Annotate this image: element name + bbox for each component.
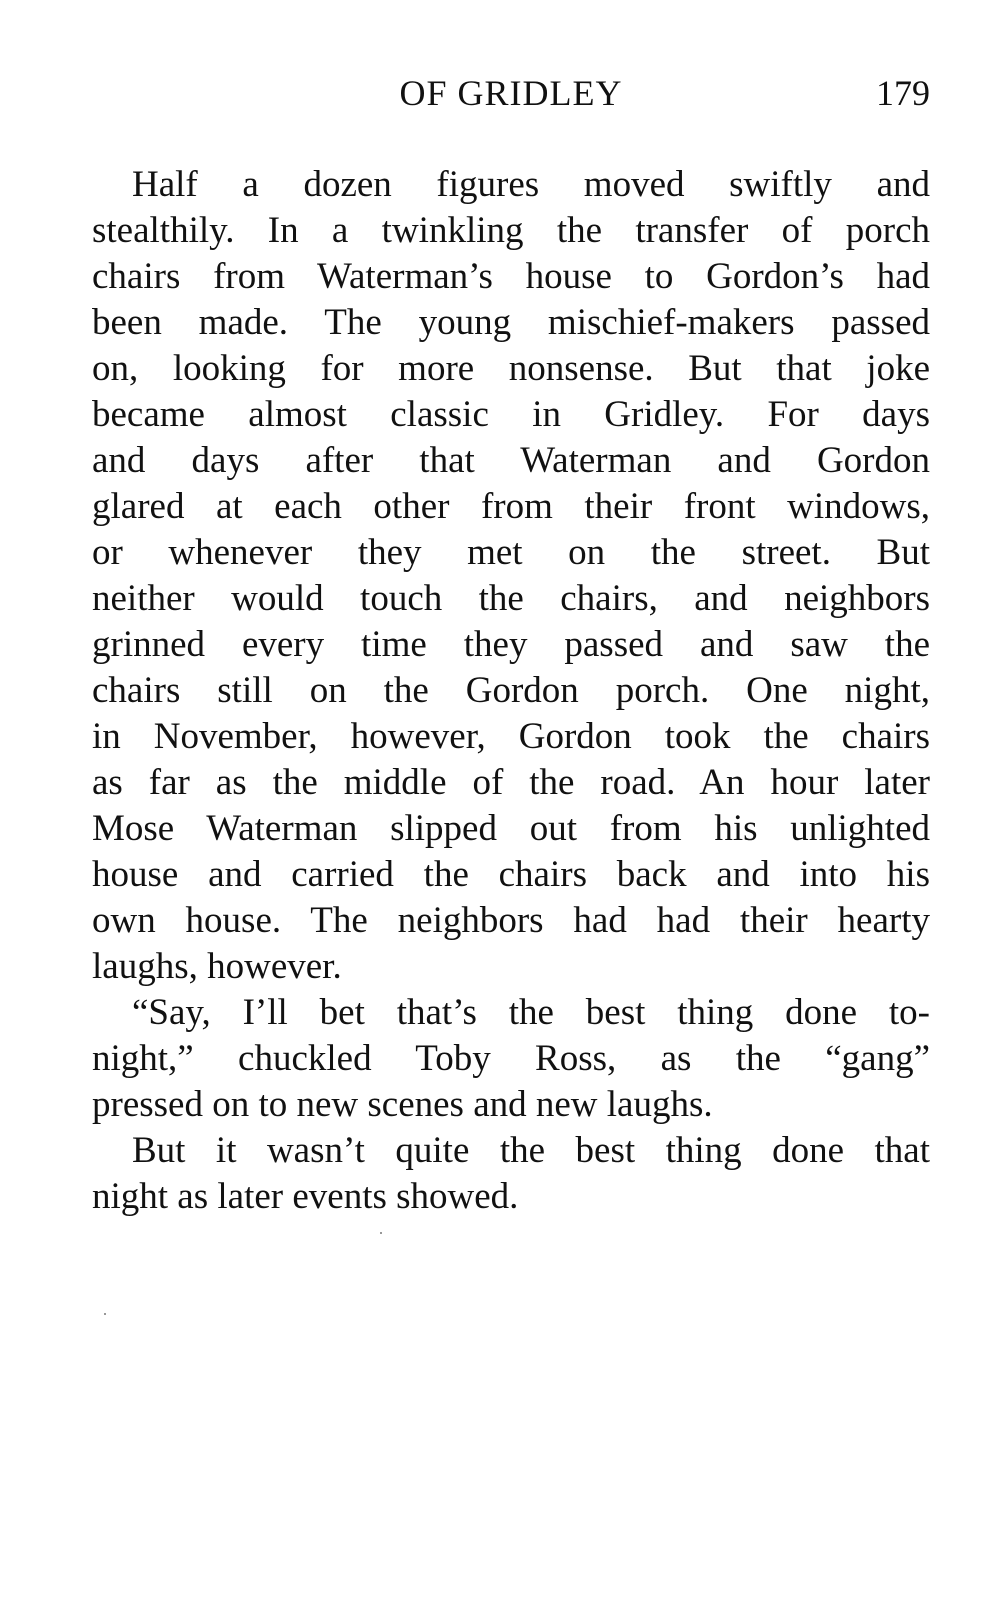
- text-line: been made. The young mischief-makers passed: [92, 302, 930, 343]
- text-line: glared at each other from their front windows,: [92, 486, 930, 527]
- text-line: as far as the middle of the road. An hour later: [92, 762, 930, 803]
- text-line: night,” chuckled Toby Ross, as the “gang”: [92, 1038, 930, 1079]
- paragraph-3: [92, 1128, 930, 1220]
- text-line: Mose Waterman slipped out from his unlighted: [92, 808, 930, 849]
- text-line: night as later events showed.: [92, 1176, 519, 1217]
- text-line: grinned every time they passed and saw the: [92, 624, 930, 665]
- text-line: laughs, however.: [92, 946, 342, 987]
- paragraph-2: [92, 990, 930, 1128]
- text-line: chairs from Waterman’s house to Gordon’s had: [92, 256, 930, 297]
- text-line: But it wasn’t quite the best thing done that: [132, 1130, 930, 1171]
- text-line: “Say, I’ll bet that’s the best thing done to-: [132, 992, 930, 1033]
- text-line: in November, however, Gordon took the chairs: [92, 716, 930, 757]
- text-line: and days after that Waterman and Gordon: [92, 440, 930, 481]
- text-line: on, looking for more nonsense. But that joke: [92, 348, 930, 389]
- page-number: 179: [876, 73, 930, 113]
- text-line: became almost classic in Gridley. For days: [92, 394, 930, 435]
- text-line: Half a dozen figures moved swiftly and: [132, 164, 930, 205]
- text-line: neither would touch the chairs, and neighbors: [92, 578, 930, 619]
- print-speck: [380, 1232, 382, 1234]
- text-line: house and carried the chairs back and into his: [92, 854, 930, 895]
- text-line: or whenever they met on the street. But: [92, 532, 930, 573]
- paragraph-1: [92, 162, 930, 990]
- text-line: stealthily. In a twinkling the transfer of porch: [92, 210, 930, 251]
- print-speck: [104, 1313, 106, 1315]
- running-title: OF GRIDLEY: [399, 73, 623, 113]
- text-line: own house. The neighbors had had their hearty: [92, 900, 930, 941]
- text-line: pressed on to new scenes and new laughs.: [92, 1084, 713, 1125]
- body-text: [92, 162, 930, 1220]
- text-line: chairs still on the Gordon porch. One night,: [92, 670, 930, 711]
- running-head: [92, 68, 930, 118]
